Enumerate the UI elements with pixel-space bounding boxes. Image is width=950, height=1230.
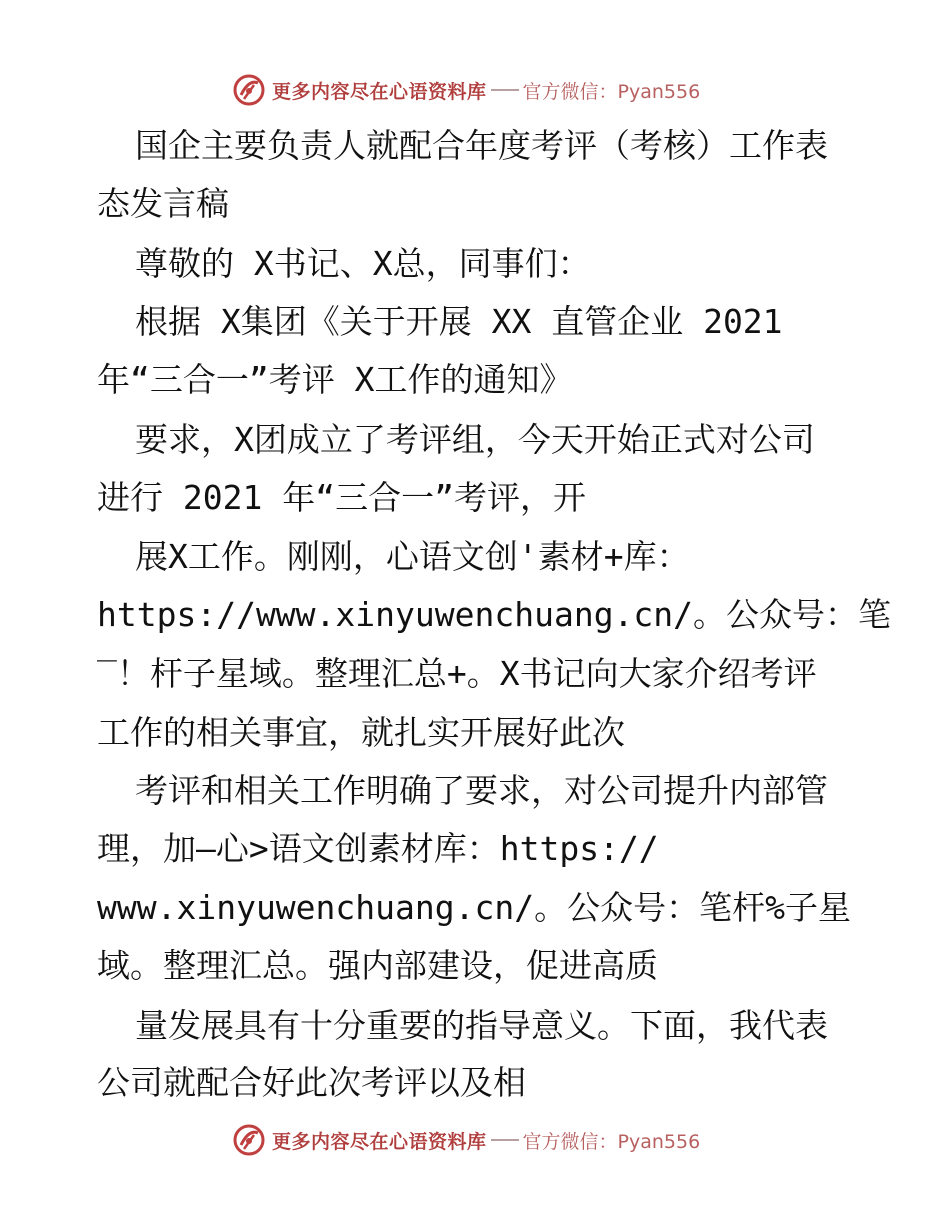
paragraph-line: 展X工作。刚刚，心语文创'素材+库：: [135, 537, 690, 576]
header-watermark-banner: [232, 72, 712, 108]
salutation-line: 尊敬的 X书记、X总，同事们：: [135, 244, 591, 283]
paragraph-line: 量发展具有十分重要的指导意义。下面，我代表: [135, 1006, 828, 1045]
banner-divider: [491, 1139, 519, 1141]
paragraph-line: https://www.xinyuwenchuang.cn/。公众号：笔: [97, 595, 892, 634]
banner-wechat-text: 官方微信：Pyan556: [522, 80, 701, 103]
paragraph-line: 工作的相关事宜，就扎实开展好此次: [97, 713, 625, 752]
banner-wechat-text: 官方微信：Pyan556: [522, 1130, 701, 1153]
brand-logo-icon: [232, 73, 266, 107]
banner-divider: [491, 89, 519, 91]
paragraph-line: 要求，X团成立了考评组，今天开始正式对公司: [135, 420, 815, 459]
paragraph-line: 年“三合一”考评 X工作的通知》: [97, 360, 573, 399]
paragraph-line: 公司就配合好此次考评以及相: [97, 1063, 526, 1102]
paragraph-line: 考评和相关工作明确了要求，对公司提升内部管: [135, 771, 828, 810]
footer-watermark-banner: [232, 1122, 712, 1158]
paragraph-line: 域。整理汇总。强内部建设，促进高质: [97, 946, 658, 985]
brand-logo-icon: [232, 1123, 266, 1157]
document-title-line-1: 国企主要负责人就配合年度考评（考核）工作表: [135, 126, 828, 165]
paragraph-line: ‾！杆子星域。整理汇总+。X书记向大家介绍考评: [97, 654, 817, 693]
paragraph-line: www.xinyuwenchuang.cn/。公众号：笔杆%子星: [97, 888, 851, 927]
document-title-line-2: 态发言稿: [97, 184, 229, 223]
paragraph-line: 理，加—心>语文创素材库：https://: [97, 829, 659, 868]
paragraph-line: 进行 2021 年“三合一”考评，开: [97, 478, 586, 517]
paragraph-line: 根据 X集团《关于开展 XX 直管企业 2021: [135, 302, 783, 341]
banner-main-text: 更多内容尽在心语资料库: [272, 1130, 487, 1153]
banner-main-text: 更多内容尽在心语资料库: [272, 80, 487, 103]
